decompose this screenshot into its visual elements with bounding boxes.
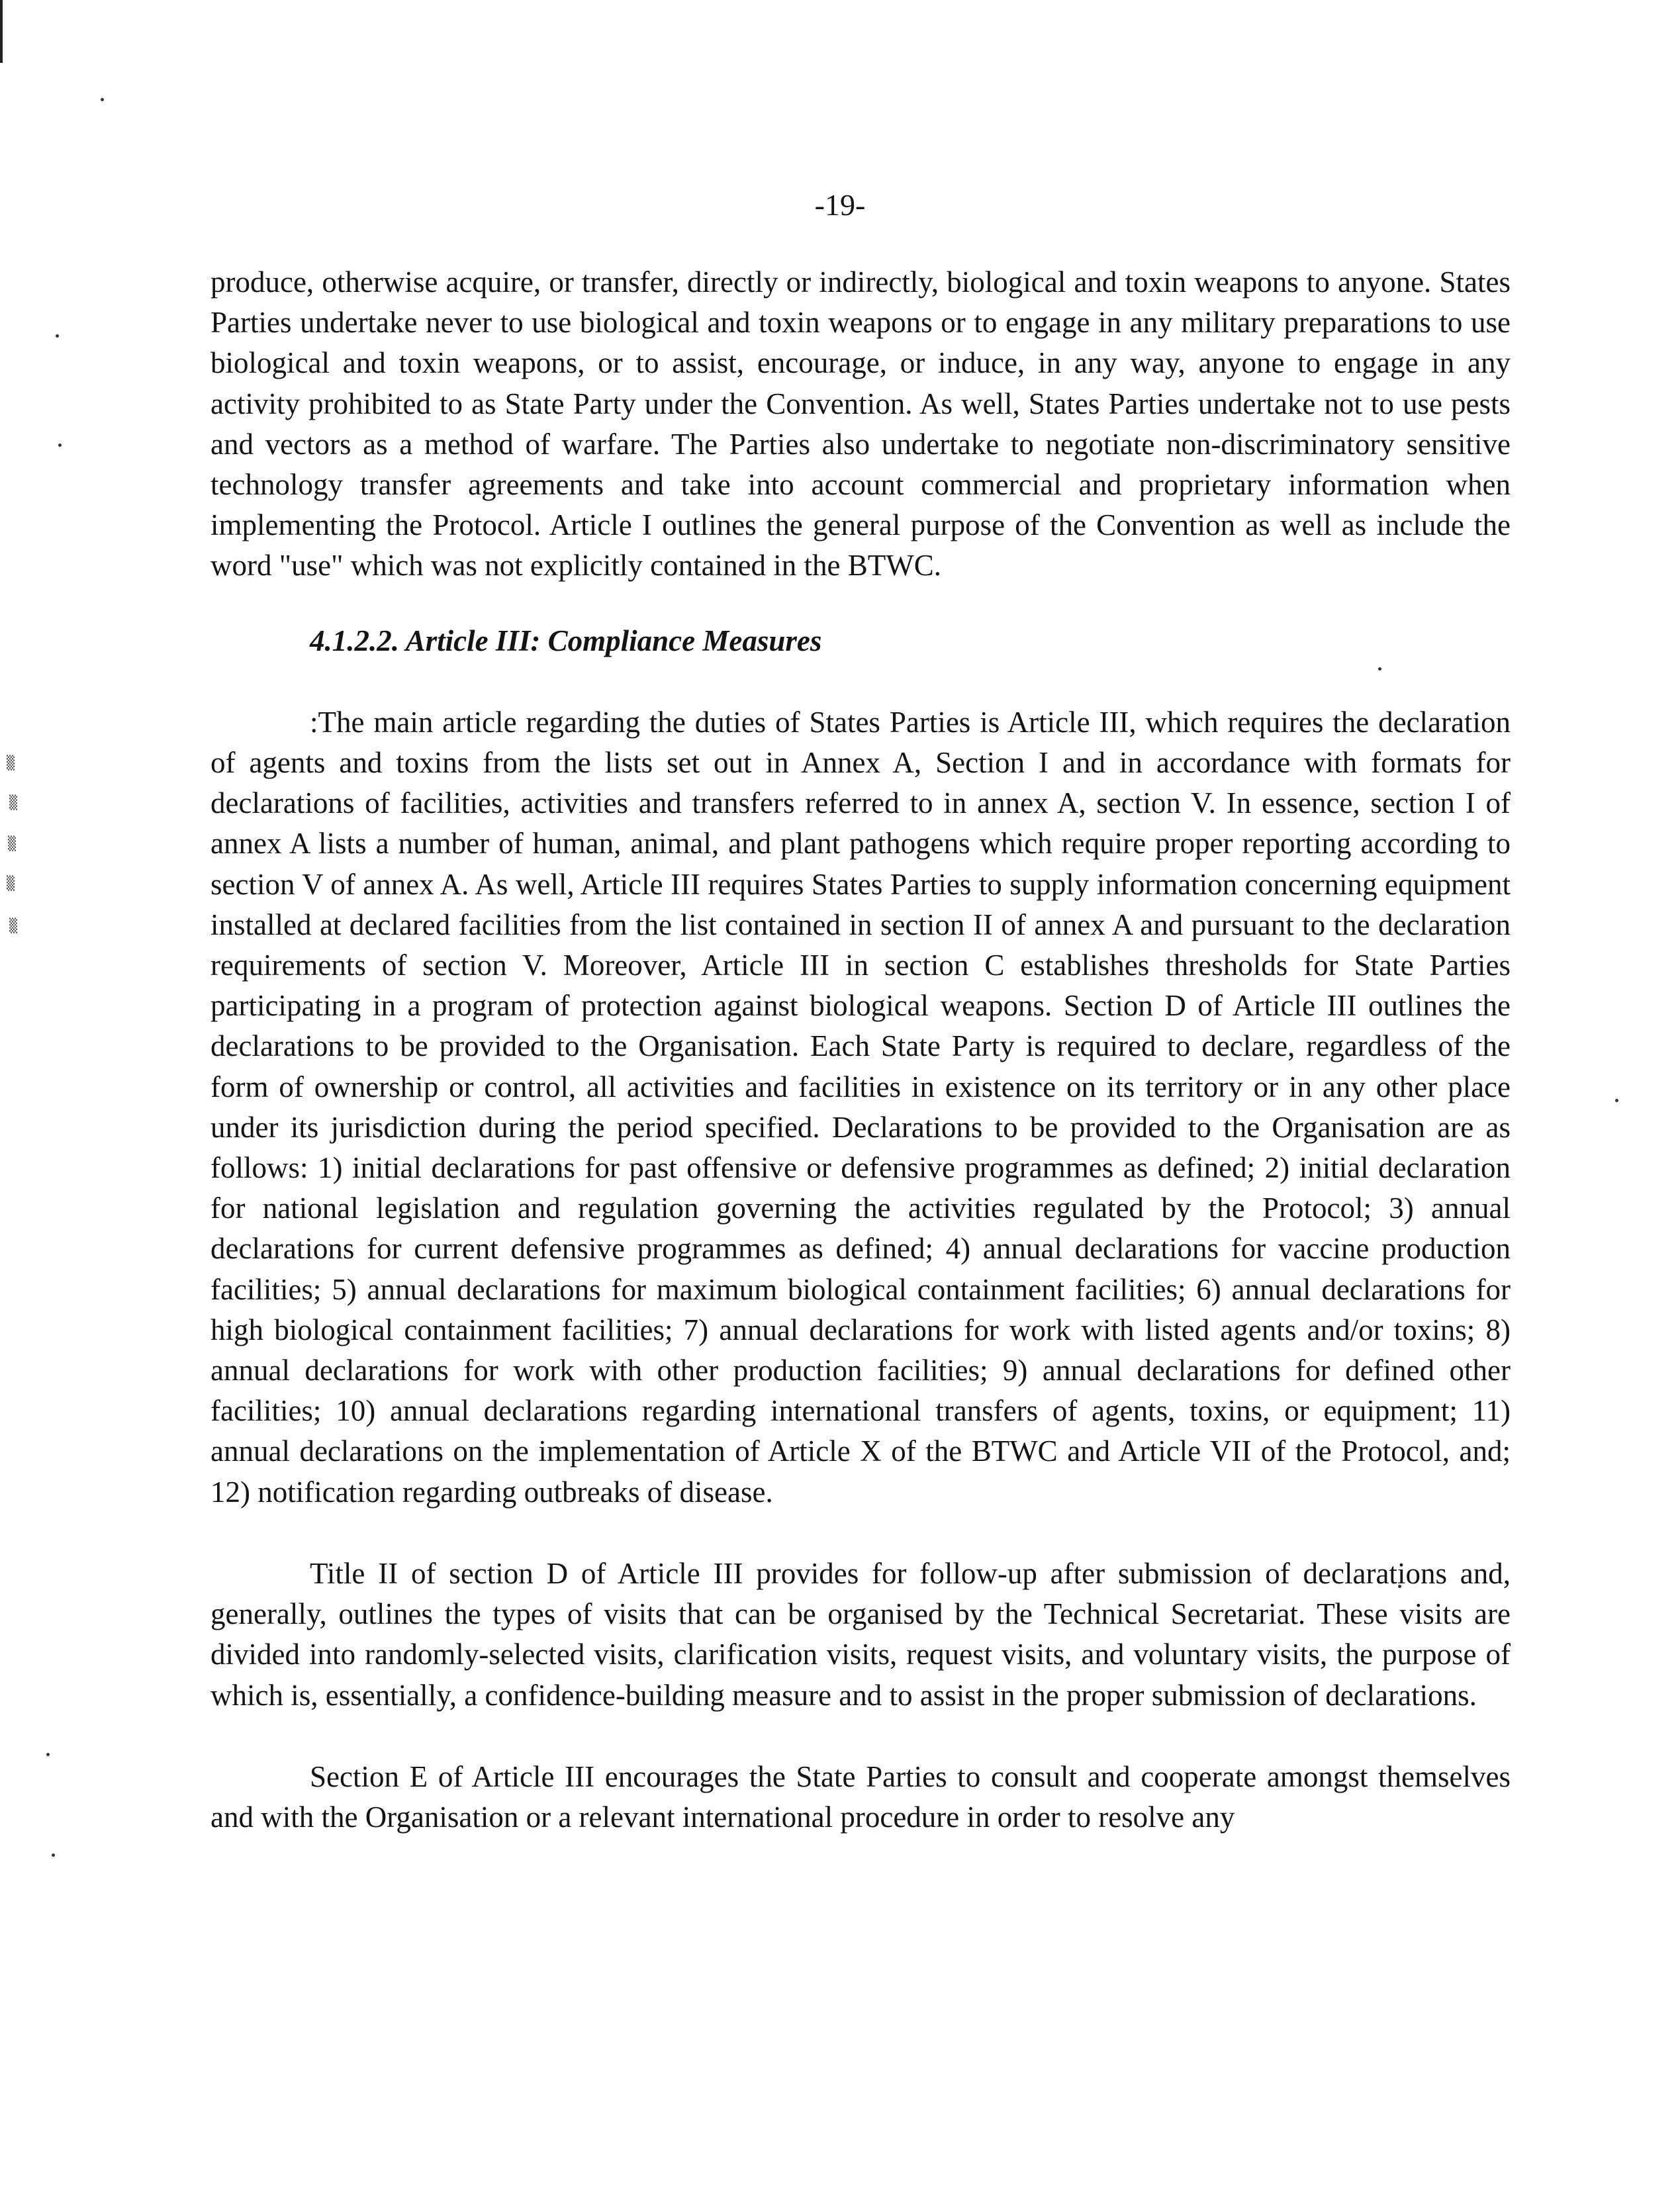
margin-artifact: ▒: [9, 917, 18, 933]
scan-speck: [56, 334, 59, 338]
scan-speck: [52, 1853, 55, 1857]
margin-artifact: ▒: [9, 794, 18, 810]
scan-edge-line: [0, 0, 3, 63]
margin-artifact: ▒: [7, 755, 15, 771]
scan-speck: [101, 98, 104, 101]
paragraph-article-iii: :The main article regarding the duties of States Parties is Article III, which requires the declaration of agents and toxins from the lists set out in Annex A, Section I and in accordance with formats for declarations of facilities, activities and transfers referred to in annex A, section V. In essence, section I of annex A lists a number of human, animal, and plant pathogens which require proper reporting according to section V of annex A. As well, Article III requires States Parties to supply information concerning equipment installed at declared facilities from the list contained in section II of annex A and pursuant to the declaration requirements of section V. Moreover, Article III in section C establishes thresholds for State Parties participating in a program of protection against biological weapons. Section D of Article III outlines the declarations to be provided to the Organisation. Each State Party is required to declare, regardless of the form of ownership or control, all activities and facilities in existence on its territory or in any other place under its jurisdiction during the period specified. Declarations to be provided to the Organisation are as follows: 1) initial declarations for past offensive or defensive programmes as defined; 2) initial declaration for national legislation and regulation governing the activities regulated by the Protocol; 3) annual declarations for current defensive programmes as defined; 4) annual declarations for vaccine production facilities; 5) annual declarations for maximum biological containment facilities; 6) annual declarations for high biological containment facilities; 7) annual declarations for work with listed agents and/or toxins; 8) annual declarations for work with other production facilities; 9) annual declarations for defined other facilities; 10) annual declarations regarding international transfers of agents, toxins, or equipment; 11) annual declarations on the implementation of Article X of the BTWC and Article VII of the Protocol, and; 12) notification regarding outbreaks of disease.: [210, 705, 1511, 1509]
paragraph-section-e: Section E of Article III encourages the State Parties to consult and cooperate amongst themselves and with the Organisation or a relevant international procedure in order to resolve any: [210, 1759, 1511, 1834]
margin-artifact: ▒: [7, 875, 15, 891]
section-heading: 4.1.2.2. Article III: Compliance Measures: [310, 624, 822, 657]
scan-speck: [58, 444, 62, 447]
document-body: [210, 262, 1511, 1838]
paragraph-gap: [210, 1716, 1511, 1757]
paragraph-gap: [210, 1513, 1511, 1554]
paragraph-title-ii: Title II of section D of Article III provides for follow-up after submission of declarations and, generally, outlines the types of visits that can be organised by the Technical Secretariat. These visits are divided into randomly-selected visits, clarification visits, request visits, and voluntary visits, the purpose of which is, essentially, a confidence-building measure and to assist in the proper submission of declarations.: [210, 1556, 1511, 1712]
paragraph-gap: [210, 586, 1511, 621]
page-number: -19-: [814, 188, 866, 222]
scan-speck: [46, 1753, 50, 1756]
paragraph-gap: [210, 661, 1511, 702]
paragraph-continuation: produce, otherwise acquire, or transfer, directly or indirectly, biological and toxin weapons to anyone. States Parties undertake never to use biological and toxin weapons or to engage in any military preparations to use biological and toxin weapons, or to assist, encourage, or induce, in any way, anyone to engage in any activity prohibited to as State Party under the Convention. As well, States Parties undertake not to use pests and vectors as a method of warfare. The Parties also undertake to negotiate non-discriminatory sensitive technology transfer agreements and take into account commercial and proprietary information when implementing the Protocol. Article I outlines the general purpose of the Convention as well as include the word "use" which was not explicitly contained in the BTWC.: [210, 265, 1511, 583]
margin-artifact: ▒: [8, 835, 17, 851]
scan-speck: [1615, 1099, 1618, 1102]
